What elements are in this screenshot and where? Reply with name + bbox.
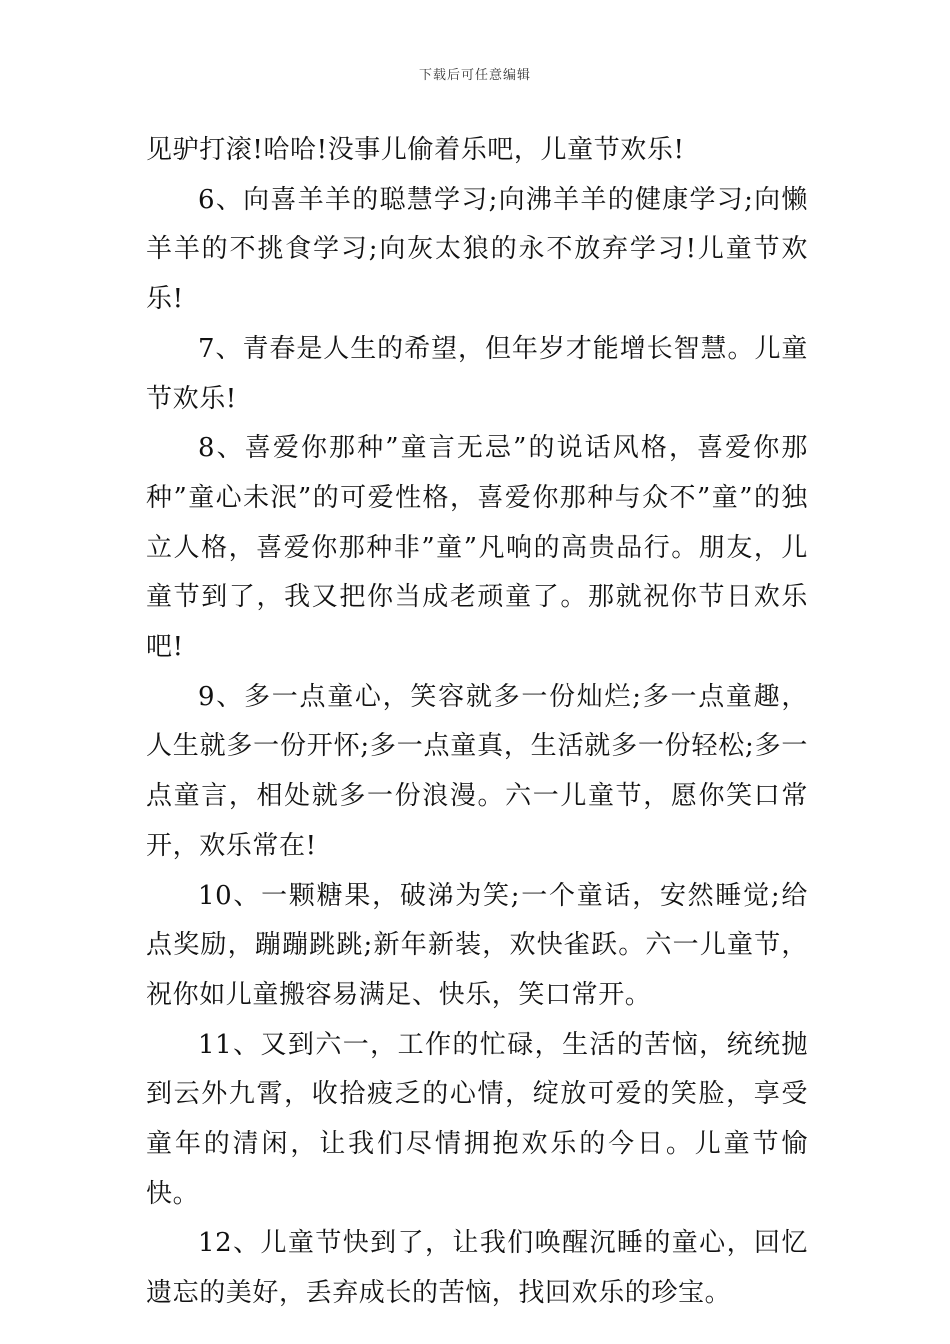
document-body [146,126,808,1319]
paragraph-item-10: 10、一颗糖果，破涕为笑;一个童话，安然睡觉;给点奖励，蹦蹦跳跳;新年新装，欢快雀跃。六一儿童节，祝你如儿童搬容易满足、快乐，笑口常开。 [146,880,808,1010]
paragraph-item-12: 12、儿童节快到了，让我们唤醒沉睡的童心，回忆遗忘的美好，丢弃成长的苦恼，找回欢乐的珍宝。 [146,1228,808,1309]
paragraph-item-9: 9、多一点童心，笑容就多一份灿烂;多一点童趣，人生就多一份开怀;多一点童真，生活就多一份轻松;多一点童言，相处就多一份浪漫。六一儿童节，愿你笑口常开，欢乐常在! [146,681,808,861]
page-header: 下载后可任意编辑 [418,68,531,83]
paragraph-item-8: 8、喜爱你那种”童言无忌”的说话风格，喜爱你那种”童心未泯”的可爱性格，喜爱你那种与众不”童”的独立人格，喜爱你那种非”童”凡响的高贵品行。朋友，儿童节到了，我又把你当成老顽童了。那就祝你节日欢乐吧! [146,433,808,663]
paragraph-item-7: 7、青春是人生的希望，但年岁才能增长智慧。儿童节欢乐! [146,333,808,414]
paragraph-item-6: 6、向喜羊羊的聪慧学习;向沸羊羊的健康学习;向懒羊羊的不挑食学习;向灰太狼的永不放弃学习!儿童节欢乐! [146,184,808,315]
paragraph-continuation: 见驴打滚!哈哈!没事儿偷着乐吧，儿童节欢乐! [146,135,685,165]
paragraph-item-11: 11、又到六一，工作的忙碌，生活的苦恼，统统抛到云外九霄，收拾疲乏的心情，绽放可爱的笑脸，享受童年的清闲，让我们尽情拥抱欢乐的今日。儿童节愉快。 [146,1029,808,1209]
